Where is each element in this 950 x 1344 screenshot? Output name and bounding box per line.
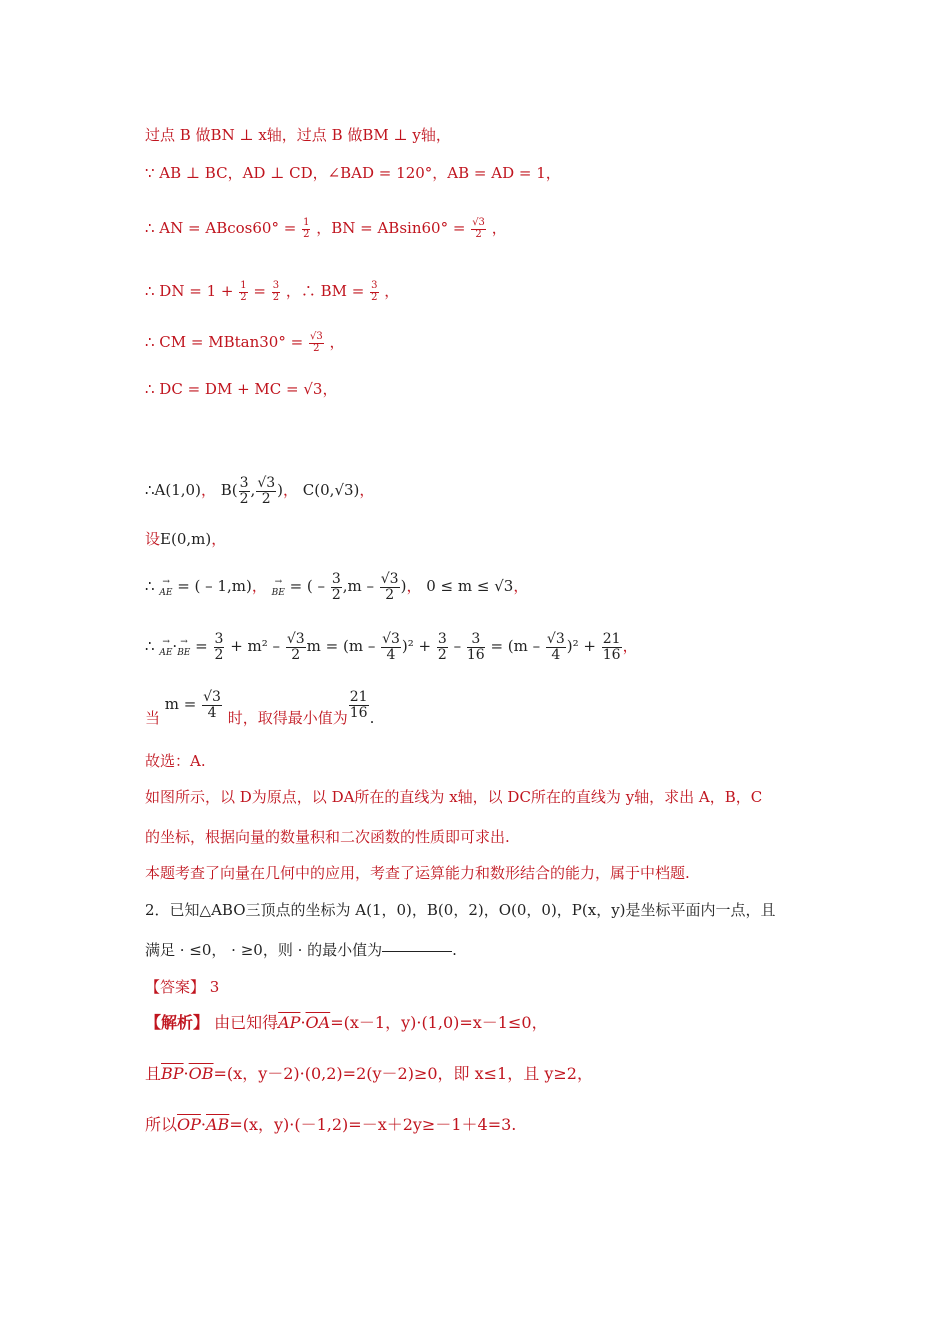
text: 满足 · ≤0， · ≥0，则 · 的最小值为	[145, 941, 383, 959]
text: –	[448, 637, 466, 656]
text: =	[253, 282, 271, 300]
text: + m² –	[225, 637, 285, 656]
text: ∴ AN = ABcos60° =	[145, 219, 302, 237]
vector-op: $\overline{OP}$	[177, 1115, 201, 1134]
fraction: $\frac{1}{2}$	[240, 280, 247, 303]
text: ，	[491, 219, 507, 237]
vector-ob: $\overline{OB}$	[188, 1064, 214, 1083]
line-when-min	[145, 689, 375, 728]
text: ∴ DN = 1 +	[145, 282, 239, 300]
text: )² +	[566, 637, 601, 656]
text: = ( – 1,m)	[177, 577, 252, 596]
fraction: $\frac{21}{16}$	[602, 631, 621, 663]
vector-ab: $\overline{AB}$	[206, 1115, 230, 1134]
text: ·	[300, 1013, 306, 1032]
text: )² +	[401, 637, 436, 656]
text: )	[277, 481, 283, 500]
question-2-line-1	[145, 903, 776, 918]
vector-be: → BE	[177, 642, 190, 658]
solution-line-2	[145, 1066, 593, 1082]
vector-oa: $\overline{OA}$	[305, 1013, 331, 1032]
vector-ae: → AE	[159, 642, 172, 658]
text: ，	[513, 577, 529, 596]
line-coordinates: ∴A(1,0)， B( $\frac{3}{2}$ , $\frac{√3}{2}$ )， C(0,√3)，	[145, 475, 375, 507]
text: ∴	[145, 637, 155, 656]
fraction: $\frac{√3}{2}$	[472, 217, 485, 240]
fraction: $\frac{3}{2}$	[371, 280, 378, 303]
text: .	[369, 709, 375, 728]
text: ·	[172, 637, 178, 656]
text: ，	[200, 481, 216, 500]
line-comment	[145, 866, 690, 881]
text: E(0,m)	[160, 530, 212, 548]
text: ，BN = ABsin60° =	[316, 219, 471, 237]
text: C(0,√3)	[302, 481, 360, 500]
text: =	[195, 637, 213, 656]
text: ，	[283, 481, 299, 500]
line-bn-bm	[145, 128, 451, 143]
fraction: $\frac{√3}{2}$	[286, 631, 305, 663]
line-explain-2	[145, 830, 510, 845]
fraction: $\frac{3}{2}$	[437, 631, 447, 663]
text: ∴A(1,0)	[145, 481, 201, 500]
text: m =	[164, 695, 202, 714]
question-2-line-2	[145, 943, 457, 958]
text: 故选：A.	[145, 752, 206, 770]
text: =(x，y－2)·(0,2)=2(y－2)≥0，即 x≤1，且 y≥2，	[213, 1064, 593, 1083]
fraction: $\frac{3}{2}$	[239, 475, 249, 507]
vector-ap: $\overline{AP}$	[278, 1013, 301, 1032]
solution-line-1	[145, 1015, 548, 1031]
text: m = (m –	[306, 637, 381, 656]
text: = ( –	[289, 577, 330, 596]
text: B(	[220, 481, 238, 500]
text: 2．已知△ABO三顶点的坐标为 A(1，0)，B(0，2)，O(0，0)，P(x，y)是坐标平面内一点，且	[145, 901, 776, 919]
vector-bp: $\overline{BP}$	[161, 1064, 184, 1083]
fraction: $\frac{1}{2}$	[303, 217, 310, 240]
text: 由已知得	[214, 1013, 279, 1032]
vector-ae: → AE	[159, 582, 172, 598]
text: ，	[329, 333, 345, 351]
line-answer-choice	[145, 754, 206, 769]
fraction: $\frac{3}{2}$	[214, 631, 224, 663]
text: 本题考查了向量在几何中的应用，考查了运算能力和数形结合的能力，属于中档题.	[145, 864, 690, 882]
line-explain-1	[145, 790, 762, 805]
text: ·	[200, 1115, 206, 1134]
text: ·	[183, 1064, 189, 1083]
vector-be: → BE	[272, 582, 285, 598]
solution-line-3	[145, 1117, 516, 1133]
fraction: $\frac{21}{16}$	[349, 689, 368, 721]
solution-label: 【解析】	[145, 1013, 210, 1032]
fraction: $\frac{√3}{4}$	[382, 631, 400, 663]
answer-line	[145, 980, 219, 995]
text: 当	[145, 709, 161, 728]
text: .	[452, 941, 457, 959]
text: ∵ AB ⊥ BC，AD ⊥ CD，∠BAD = 120°，AB = AD = 1，	[145, 164, 561, 182]
text: =(x－1，y)·(1,0)=x－1≤0，	[330, 1013, 548, 1032]
text: )	[400, 577, 407, 596]
fraction: $\frac{√3}{2}$	[309, 331, 323, 354]
line-dot-product	[145, 632, 638, 662]
fraction: $\frac{√3}{2}$	[380, 571, 399, 603]
line-an-bn	[145, 218, 507, 240]
answer-label: 【答案】	[145, 978, 206, 996]
fraction: $\frac{3}{2}$	[272, 280, 280, 303]
text: = (m –	[485, 637, 545, 656]
blank-line	[382, 951, 452, 952]
line-dn-bm	[145, 281, 399, 303]
text: 设	[145, 530, 161, 548]
line-cm	[145, 332, 345, 354]
text: ，	[359, 481, 375, 500]
line-vectors	[145, 572, 528, 602]
text: 0 ≤ m ≤ √3	[426, 577, 514, 596]
text: ，	[251, 577, 267, 596]
line-given	[145, 166, 561, 181]
fraction: $\frac{√3}{4}$	[546, 631, 565, 663]
text: 的坐标，根据向量的数量积和二次函数的性质即可求出.	[145, 828, 510, 846]
text: ，	[622, 637, 638, 656]
text: ∴ DC = DM + MC = √3，	[145, 380, 338, 398]
text: 过点 B 做BN ⊥ x轴，过点 B 做BM ⊥ y轴，	[145, 126, 451, 144]
text: ，	[384, 282, 400, 300]
text: ∴	[145, 577, 155, 596]
text: ，	[211, 530, 227, 548]
text: 且	[145, 1064, 162, 1083]
text: 所以	[145, 1115, 178, 1134]
fraction: $\frac{√3}{4}$	[203, 689, 221, 721]
text: ，	[406, 577, 422, 596]
text: ∴ CM = MBtan30° =	[145, 333, 308, 351]
text: 时，取得最小值为	[227, 709, 348, 728]
answer-value: 3	[209, 978, 220, 996]
text: ，∴ BM =	[285, 282, 370, 300]
line-let-e	[145, 532, 226, 547]
text: =(x，y)·(－1,2)=－x＋2y≥－1＋4=3.	[229, 1115, 517, 1134]
line-dc	[145, 382, 337, 397]
fraction: $\frac{3}{2}$	[331, 571, 341, 603]
fraction: $\frac{3}{16}$	[466, 631, 485, 663]
text: ,m –	[342, 577, 379, 596]
fraction: $\frac{√3}{2}$	[257, 475, 276, 507]
text: 如图所示，以 D为原点，以 DA所在的直线为 x轴，以 DC所在的直线为 y轴，求出 A，B，C	[145, 788, 763, 806]
